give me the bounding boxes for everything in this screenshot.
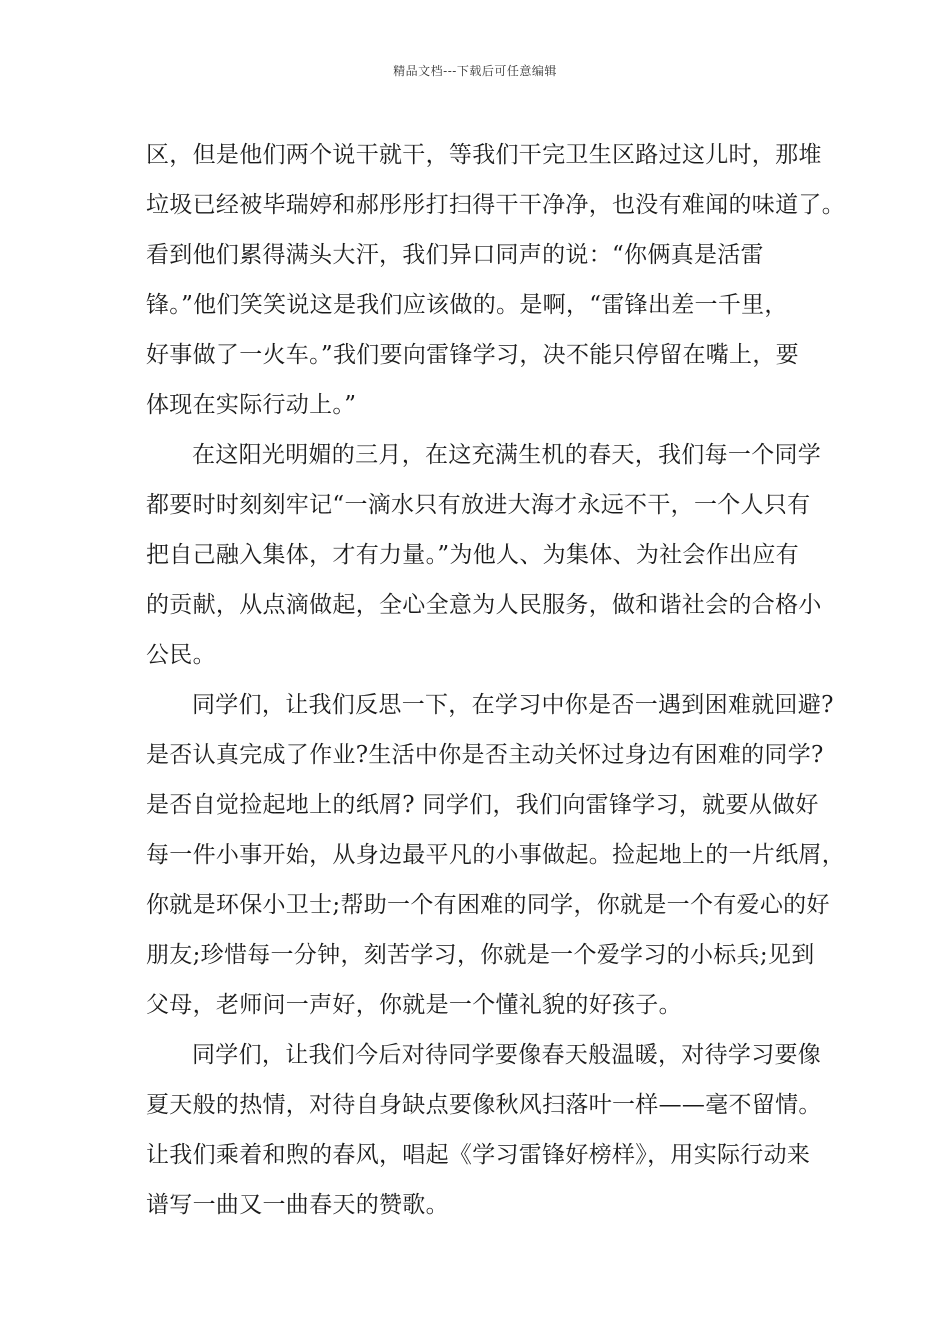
text-line: 谱写一曲又一曲春天的赞歌。 bbox=[146, 1192, 449, 1218]
text-line: 都要时时刻刻牢记“一滴水只有放进大海才永远不干，一个人只有 bbox=[146, 492, 811, 518]
text-line: 把自己融入集体，才有力量。”为他人、为集体、为社会作出应有 bbox=[146, 542, 799, 568]
text-line: 每一件小事开始，从身边最平凡的小事做起。捡起地上的一片纸屑， bbox=[146, 842, 845, 868]
text-line: 让我们乘着和煦的春风，唱起《学习雷锋好榜样》，用实际行动来 bbox=[146, 1142, 811, 1168]
text-line: 体现在实际行动上。” bbox=[146, 392, 357, 418]
text-line: 是否自觉捡起地上的纸屑? 同学们，我们向雷锋学习，就要从做好 bbox=[146, 792, 819, 818]
text-line: 的贡献，从点滴做起，全心全意为人民服务，做和谐社会的合格小 bbox=[146, 592, 822, 618]
text-line: 锋。”他们笑笑说这是我们应该做的。是啊，“雷锋出差一千里， bbox=[146, 292, 788, 318]
text-line: 朋友;珍惜每一分钟，刻苦学习，你就是一个爱学习的小标兵;见到 bbox=[146, 942, 815, 968]
page-header: 精品文档---下载后可任意编辑 bbox=[393, 64, 557, 78]
text-line: 垃圾已经被毕瑞婷和郝彤彤打扫得干干净净，也没有难闻的味道了。 bbox=[146, 192, 845, 218]
paragraph-start-line: 同学们，让我们反思一下，在学习中你是否一遇到困难就回避? bbox=[192, 692, 834, 718]
text-line: 看到他们累得满头大汗，我们异口同声的说：“你俩真是活雷 bbox=[146, 242, 764, 268]
text-line: 公民。 bbox=[146, 642, 216, 668]
text-line: 你就是环保小卫士;帮助一个有困难的同学，你就是一个有爱心的好 bbox=[146, 892, 830, 918]
text-line: 好事做了一火车。”我们要向雷锋学习，决不能只停留在嘴上，要 bbox=[146, 342, 799, 368]
paragraph-start-line: 同学们，让我们今后对待同学要像春天般温暖，对待学习要像 bbox=[192, 1042, 822, 1068]
text-line: 夏天般的热情，对待自身缺点要像秋风扫落叶一样——毫不留情。 bbox=[146, 1092, 822, 1118]
text-line: 区，但是他们两个说干就干，等我们干完卫生区路过这儿时，那堆 bbox=[146, 142, 822, 168]
paragraph-start-line: 在这阳光明媚的三月，在这充满生机的春天，我们每一个同学 bbox=[192, 442, 822, 468]
text-line: 父母，老师问一声好，你就是一个懂礼貌的好孩子。 bbox=[146, 992, 682, 1018]
document-body bbox=[146, 130, 845, 1230]
text-line: 是否认真完成了作业?生活中你是否主动关怀过身边有困难的同学? bbox=[146, 742, 824, 768]
